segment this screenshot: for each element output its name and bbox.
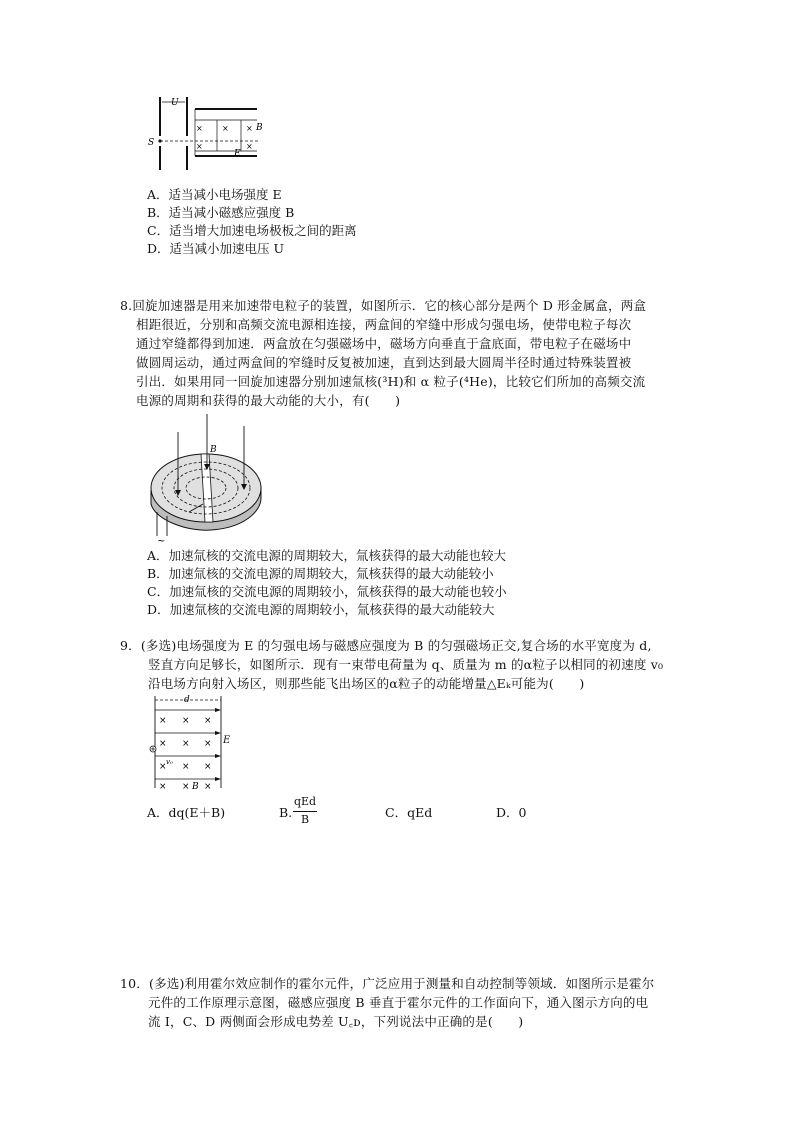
q8-option-b: B．加速氚核的交流电源的周期较大，氚核获得的最大动能较小 bbox=[147, 566, 494, 581]
arrow-head bbox=[215, 754, 221, 758]
q8-text-line: 8.回旋加速器是用来加速带电粒子的装置，如图所示．它的核心部分是两个 D 形金属盒，两盒 bbox=[120, 298, 647, 313]
cross-mark: × bbox=[246, 142, 253, 151]
d-label: d bbox=[184, 695, 190, 705]
cross-mark: × bbox=[159, 782, 167, 790]
cross-mark: × bbox=[196, 142, 203, 151]
q8-text-line: 相距很近，分别和高频交流电源相连接，两盒间的窄缝中形成匀强电场，使带电粒子每次 bbox=[136, 317, 632, 332]
cross-mark: × bbox=[159, 762, 167, 772]
q8-text-line: 引出．如果用同一回旋加速器分别加速氚核(³H)和 α 粒子(⁴He)，比较它们所加的高频交流 bbox=[136, 374, 646, 389]
cross-mark: × bbox=[159, 739, 167, 749]
q9-option-b-prefix: B. bbox=[279, 805, 293, 820]
q10-text-line: 元件的工作原理示意图，磁感应强度 B 垂直于霍尔元件的工作面向下，通入图示方向的电 bbox=[148, 995, 649, 1010]
cross-mark: × bbox=[246, 124, 253, 133]
cross-mark: × bbox=[204, 762, 212, 772]
cyclotron-figure bbox=[143, 412, 268, 547]
velocity-selector-figure bbox=[145, 92, 270, 172]
q10-text-line: 流 I，C、D 两侧面会形成电势差 U꜀ᴅ，下列说法中正确的是( ) bbox=[148, 1014, 524, 1029]
cross-mark: × bbox=[182, 782, 190, 790]
cross-mark: × bbox=[222, 124, 229, 133]
fraction-bar bbox=[293, 811, 317, 812]
arrow-head bbox=[215, 777, 221, 781]
q8-option-d: D．加速氚核的交流电源的周期较小，氚核获得的最大动能较大 bbox=[147, 602, 495, 617]
cross-mark: × bbox=[182, 762, 190, 772]
q8-text-line: 做圆周运动，通过两盒间的窄缝时反复被加速，直到达到最大圆周半径时通过特殊装置被 bbox=[136, 355, 632, 370]
q8-text-line: 通过窄缝都得到加速．两盒放在匀强磁场中，磁场方向垂直于盒底面，带电粒子在磁场中 bbox=[136, 336, 632, 351]
v0-label: v₀ bbox=[166, 758, 173, 766]
cross-mark: × bbox=[182, 716, 190, 726]
q8-option-a: A．加速氚核的交流电源的周期较大，氚核获得的最大动能也较大 bbox=[147, 548, 507, 563]
q8-option-c: C．加速氚核的交流电源的周期较小，氚核获得的最大动能也较小 bbox=[147, 584, 507, 599]
e-label: E bbox=[234, 149, 241, 159]
q10-text-line: 10．(多选)利用霍尔效应制作的霍尔元件，广泛应用于测量和自动控制等领域．如图所示是霍尔 bbox=[120, 976, 655, 991]
q9-option-b-denominator: B bbox=[300, 813, 310, 826]
cross-mark: × bbox=[204, 716, 212, 726]
arrow-head bbox=[215, 708, 221, 712]
s-label: S bbox=[148, 138, 155, 148]
arrow-head bbox=[215, 731, 221, 735]
q7-option-b: B．适当减小磁感应强度 B bbox=[147, 205, 295, 220]
q7-option-d: D．适当减小加速电压 U bbox=[147, 241, 285, 256]
ac-source-icon: ~ bbox=[157, 536, 166, 547]
b-label: B bbox=[256, 123, 263, 133]
cross-mark: × bbox=[204, 739, 212, 749]
q7-option-c: C．适当增大加速电场极板之间的距离 bbox=[147, 223, 357, 238]
q9-text-line: 竖直方向足够长，如图所示．现有一束带电荷量为 q、质量为 m 的α粒子以相同的初速度 v₀ bbox=[148, 657, 664, 672]
cross-mark: × bbox=[159, 716, 167, 726]
q9-option-d: D．0 bbox=[496, 805, 527, 820]
cross-mark: × bbox=[182, 739, 190, 749]
q9-text-line: 9．(多选)电场强度为 E 的匀强电场与磁感应强度为 B 的匀强磁场正交,复合场的水平宽度为 d, bbox=[120, 638, 652, 653]
b-label: B bbox=[192, 782, 199, 790]
cross-mark: × bbox=[204, 782, 212, 790]
q9-option-b-numerator: qEd bbox=[293, 795, 317, 808]
q9-option-a: A．dq(E＋B) bbox=[147, 805, 226, 820]
cross-mark: × bbox=[196, 124, 203, 133]
e-label: E bbox=[223, 735, 231, 746]
q9-option-c: C．qEd bbox=[385, 805, 433, 820]
q7-option-a: A．适当减小电场强度 E bbox=[147, 187, 282, 202]
q8-text-line: 电源的周期和获得的最大动能的大小，有( ) bbox=[136, 393, 401, 408]
b-label: B bbox=[210, 445, 217, 455]
u-label: U bbox=[171, 98, 179, 108]
q9-text-line: 沿电场方向射入场区，则那些能飞出场区的α粒子的动能增量△Eₖ可能为( ) bbox=[148, 676, 585, 691]
